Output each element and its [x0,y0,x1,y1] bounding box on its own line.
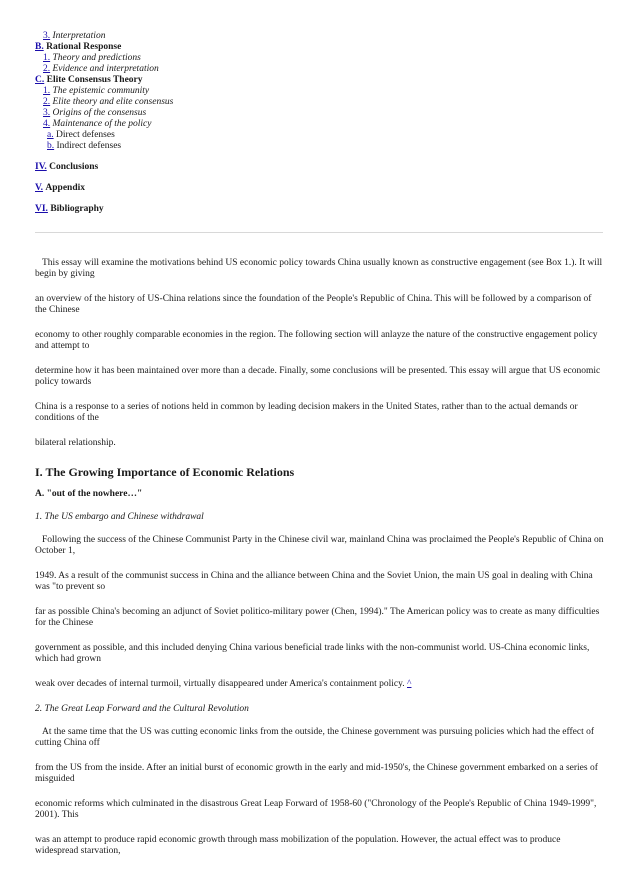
paragraph-text: economic reforms which culminated in the disastrous Great Leap Forward of 1958-60 ("Chronology of the People's Republic of China 1949-1999", 2001). This [35,799,597,820]
paragraph-text: was an attempt to produce rapid economic growth through mass mobilization of the population. However, the actual effect was to produce widespread starvation, [35,835,561,856]
paragraph [35,402,605,424]
paragraph-text: determine how it has been maintained over more than a decade. Finally, some conclusions will be presented. This essay will argue that US economic policy towards [35,366,601,387]
toc-link[interactable]: 1. [43,86,51,96]
toc-link[interactable]: V. [35,183,44,193]
divider [35,232,603,233]
subsection-heading: A. "out of the nowhere…" [35,489,143,499]
toc-title: Elite theory and elite consensus [52,97,174,107]
toc-title: Bibliography [50,204,104,214]
toc-item [35,130,173,141]
toc-item [35,108,173,119]
toc-title: Conclusions [49,162,99,172]
toc-link[interactable]: 3. [43,31,51,41]
toc-item [35,64,173,75]
paragraph [35,330,605,352]
paragraph [35,258,605,280]
toc-title: The epistemic community [52,86,150,96]
paragraph [35,643,605,665]
paragraph-text: bilateral relationship. [35,438,116,448]
paragraph-text: weak over decades of internal turmoil, virtually disappeared under America's containment policy. [35,679,405,689]
paragraph-text: China is a response to a series of notions held in common by leading decision makers in the United States, rather than to the actual demands or conditions of the [35,402,578,423]
toc-title: Evidence and interpretation [52,64,159,74]
toc-item [35,183,173,194]
toc-link[interactable]: 2. [43,97,51,107]
toc-link[interactable]: 3. [43,108,51,118]
toc-title: Indirect defenses [56,141,122,151]
paragraph-text: from the US from the inside. After an initial burst of economic growth in the early and mid-1950's, the Chinese government embarked on a series of misguided [35,763,598,784]
back-to-top-link[interactable]: ^ [407,679,412,689]
toc-item [35,141,173,152]
paragraph [35,763,605,785]
toc-link[interactable]: VI. [35,204,48,214]
paragraph [35,294,605,316]
toc-item [35,204,173,215]
paragraph-text: economy to other roughly comparable economies in the region. The following section will anlayze the nature of the constructive engagement policy and attempt to [35,330,598,351]
part-heading: 2. The Great Leap Forward and the Cultural Revolution [35,704,249,714]
paragraph-text: far as possible China's becoming an adjunct of Soviet politico-military power (Chen, 1994)." The American policy was to create as many difficulties for the Chinese [35,607,600,628]
paragraph-text: Following the success of the Chinese Communist Party in the Chinese civil war, mainland China was proclaimed the People's Republic of China on October 1, [35,535,604,556]
essay-body [35,258,605,871]
paragraph [35,366,605,388]
paragraph [35,535,605,557]
toc-item [35,162,173,173]
paragraph [35,438,605,449]
toc-title: Origins of the consensus [52,108,147,118]
toc-title: Theory and predictions [52,53,141,63]
paragraph [35,727,605,749]
toc-item [35,42,173,53]
toc-item [35,31,173,42]
paragraph [35,679,605,690]
toc-title: Interpretation [52,31,106,41]
paragraph-text: This essay will examine the motivations behind US economic policy towards China usually known as constructive engagement (see Box 1.). It will begin by giving [35,258,603,279]
toc-title: Rational Response [46,42,122,52]
paragraph [35,799,605,821]
paragraph-text: government as possible, and this included denying China various beneficial trade links with the non-communist world. US-China economic links, which had grown [35,643,590,664]
toc-item [35,119,173,130]
toc-title: Maintenance of the policy [52,119,152,129]
toc-item [35,86,173,97]
toc-link[interactable]: 1. [43,53,51,63]
paragraph [35,835,605,857]
paragraph [35,607,605,629]
paragraph [35,571,605,593]
toc-item [35,97,173,108]
toc-link[interactable]: b. [47,141,55,151]
part-heading: 1. The US embargo and Chinese withdrawal [35,512,204,522]
toc-link[interactable]: 4. [43,119,51,129]
toc-title: Appendix [45,183,85,193]
section-heading: I. The Growing Importance of Economic Relations [35,465,295,479]
paragraph-text: At the same time that the US was cutting economic links from the outside, the Chinese government was pursuing policies which had the effect of cutting China off [35,727,595,748]
toc-link[interactable]: B. [35,42,44,52]
toc-title: Direct defenses [55,130,115,140]
toc-item [35,75,173,86]
paragraph-text: 1949. As a result of the communist success in China and the alliance between China and the Soviet Union, the main US goal in dealing with China was "to prevent so [35,571,593,592]
toc-title: Elite Consensus Theory [46,75,143,85]
paragraph-text: an overview of the history of US-China relations since the foundation of the People's Republic of China. This will be followed by a comparison of the Chinese [35,294,592,315]
toc-link[interactable]: a. [47,130,54,140]
table-of-contents [35,31,173,215]
toc-link[interactable]: 2. [43,64,51,74]
toc-link[interactable]: C. [35,75,45,85]
toc-link[interactable]: IV. [35,162,47,172]
toc-item [35,53,173,64]
